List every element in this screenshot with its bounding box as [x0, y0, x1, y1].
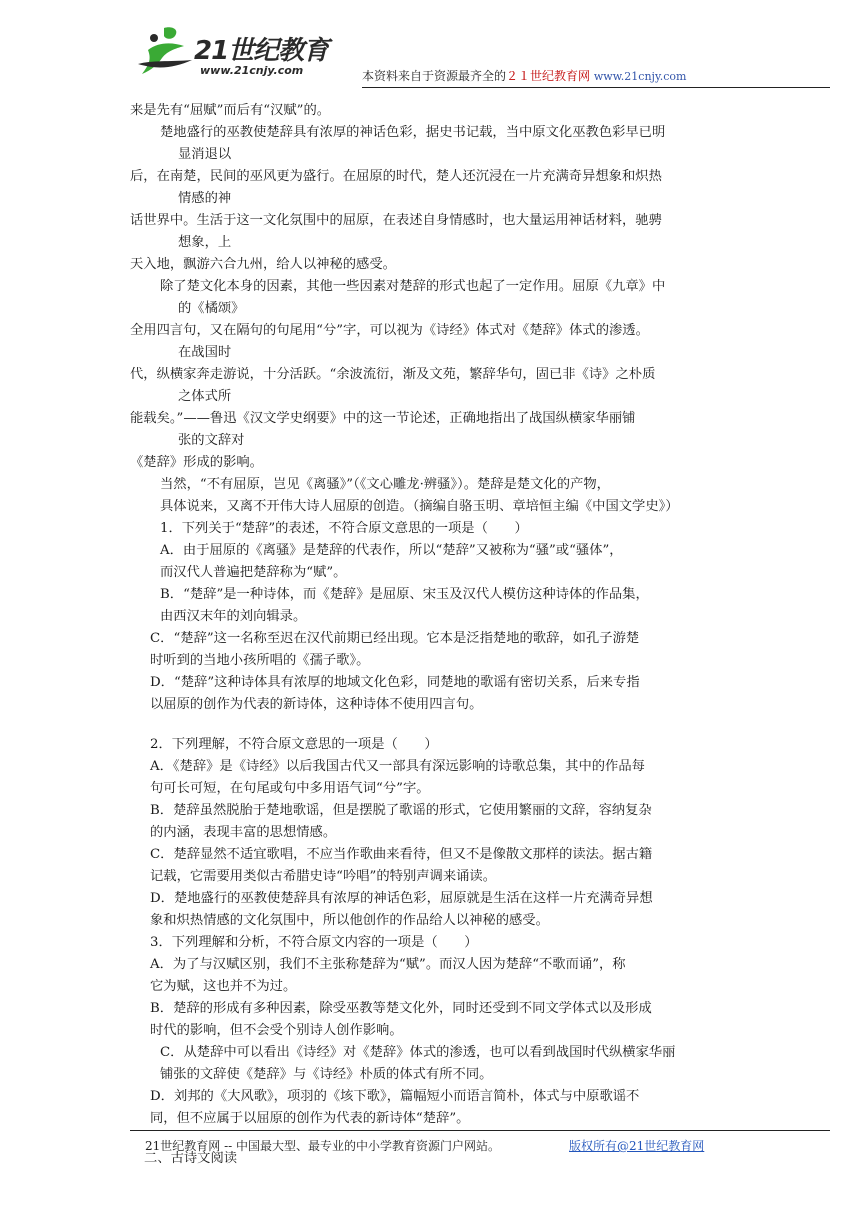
text-line: 2．下列理解，不符合原文意思的一项是（ ） [150, 737, 438, 752]
footer-divider [130, 1130, 830, 1131]
document-body [130, 100, 735, 1170]
text-line: 而汉代人普遍把楚辞称为“赋”。 [160, 565, 347, 580]
text-line: A．《楚辞》是《诗经》以后我国古代又一部具有深远影响的诗歌总集，其中的作品每 [150, 759, 645, 774]
text-line: A．为了与汉赋区别，我们不主张称楚辞为“赋”。而汉人因为楚辞“不歌而诵”，称 [150, 957, 626, 972]
text-line: 它为赋，这也并不为过。 [150, 979, 297, 994]
text-line: 之体式所 [178, 389, 232, 404]
header-source-note [362, 67, 686, 84]
text-line: 时听到的当地小孩所唱的《孺子歌》。 [150, 653, 370, 668]
text-line: 由西汉末年的刘向辑录。 [160, 609, 307, 624]
header-note-prefix: 本资料来自于资源最齐全的 [362, 69, 507, 83]
text-line: A．由于屈原的《离骚》是楚辞的代表作，所以“楚辞”又被称为“骚”或“骚体”， [160, 543, 623, 558]
header-site-link[interactable]: ２１世纪教育网 [506, 69, 591, 83]
text-line: 当然，“不有屈原，岂见《离骚》”（《文心雕龙·辨骚》）。楚辞是楚文化的产物， [160, 477, 610, 492]
text-line: 《楚辞》形成的影响。 [130, 455, 263, 470]
text-line: 记载，它需要用类似古希腊史诗“吟唱”的特别声调来诵读。 [150, 869, 497, 884]
text-line: B．“楚辞”是一种诗体，而《楚辞》是屈原、宋玉及汉代人模仿这种诗体的作品集， [160, 587, 649, 602]
text-line: D．“楚辞”这种诗体具有浓厚的地域文化色彩，同楚地的歌谣有密切关系，后来专指 [150, 675, 640, 690]
text-line: 除了楚文化本身的因素，其他一些因素对楚辞的形式也起了一定作用。屈原《九章》中 [160, 279, 666, 294]
text-line: 代，纵横家奔走游说，十分活跃。“余波流衍，渐及文苑，繁辞华句，固已非《诗》之朴质 [130, 367, 656, 382]
text-line: C．楚辞显然不适宜歌唱，不应当作歌曲来看待，但又不是像散文那样的读法。据古籍 [150, 847, 653, 862]
logo-url-text: www.21cnjy.com [200, 64, 304, 77]
text-line: 铺张的文辞使《楚辞》与《诗经》朴质的体式有所不同。 [160, 1067, 493, 1082]
text-line: 全用四言句，又在隔句的句尾用“兮”字，可以视为《诗经》体式对《楚辞》体式的渗透。 [130, 323, 649, 338]
text-line: C．从楚辞中可以看出《诗经》对《楚辞》体式的渗透，也可以看到战国时代纵横家华丽 [160, 1045, 676, 1060]
text-line: 同，但不应属于以屈原的创作为代表的新诗体“楚辞”。 [150, 1111, 470, 1126]
text-line: 象和炽热情感的文化氛围中，所以他创作的作品给人以神秘的感受。 [150, 913, 549, 928]
text-line: 在战国时 [178, 345, 232, 360]
page-footer [145, 1137, 825, 1154]
text-line: 天入地，飘游六合九州，给人以神秘的感受。 [130, 257, 396, 272]
spacer [130, 716, 735, 734]
footer-text: 21世纪教育网 -- 中国最大型、最专业的中小学教育资源门户网站。 [145, 1139, 501, 1153]
text-line: 句可长可短，在句尾或句中多用语气词“兮”字。 [150, 781, 430, 796]
text-line: B．楚辞虽然脱胎于楚地歌谣，但是摆脱了歌谣的形式，它使用繁丽的文辞，容纳复杂 [150, 803, 652, 818]
footer-copyright-link[interactable]: 版权所有@21世纪教育网 [569, 1139, 705, 1153]
logo-brand-text: 21世纪教育 [194, 36, 329, 66]
text-line: 来是先有“屈赋”而后有“汉赋”的。 [130, 103, 331, 118]
text-line: 张的文辞对 [178, 433, 245, 448]
text-line: 1．下列关于“楚辞”的表述，不符合原文意思的一项是（ ） [160, 521, 528, 536]
text-line: D．刘邦的《大风歌》，项羽的《垓下歌》，篇幅短小而语言简朴，体式与中原歌谣不 [150, 1089, 640, 1104]
site-logo[interactable] [134, 20, 344, 84]
text-line: 后，在南楚，民间的巫风更为盛行。在屈原的时代，楚人还沉浸在一片充满奇异想象和炽热 [130, 169, 662, 184]
text-line: 具体说来，又离不开伟大诗人屈原的创造。（摘编自骆玉明、章培恒主编《中国文学史》） [160, 499, 679, 514]
text-line: 3．下列理解和分析，不符合原文内容的一项是（ ） [150, 935, 478, 950]
text-line: 的《橘颂》 [178, 301, 245, 316]
header-url-link[interactable]: www.21cnjy.com [593, 70, 687, 83]
text-line: 以屈原的创作为代表的新诗体，这种诗体不使用四言句。 [150, 697, 483, 712]
text-line: B．楚辞的形成有多种因素，除受巫教等楚文化外，同时还受到不同文学体式以及形成 [150, 1001, 652, 1016]
page-header [0, 0, 860, 96]
text-line: 能载矣。”——鲁迅《汉文学史纲要》中的这一节论述，正确地指出了战国纵横家华丽铺 [130, 411, 636, 426]
text-line: 显消退以 [178, 147, 232, 162]
text-line: C．“楚辞”这一名称至迟在汉代前期已经出现。它本是泛指楚地的歌辞，如孔子游楚 [150, 631, 640, 646]
header-divider [362, 87, 830, 88]
text-line: 话世界中。生活于这一文化氛围中的屈原，在表述自身情感时，也大量运用神话材料，驰骋 [130, 213, 662, 228]
text-line: 的内涵，表现丰富的思想情感。 [150, 825, 337, 840]
section-heading: 二、古诗文阅读 [144, 1151, 238, 1166]
text-line: 楚地盛行的巫教使楚辞具有浓厚的神话色彩，据史书记载，当中原文化巫教色彩早已明 [160, 125, 666, 140]
text-line: 时代的影响，但不会受个别诗人创作影响。 [150, 1023, 403, 1038]
text-line: 情感的神 [178, 191, 232, 206]
text-line: 想象，上 [178, 235, 232, 250]
text-line: D．楚地盛行的巫教使楚辞具有浓厚的神话色彩，屈原就是生活在这样一片充满奇异想 [150, 891, 653, 906]
